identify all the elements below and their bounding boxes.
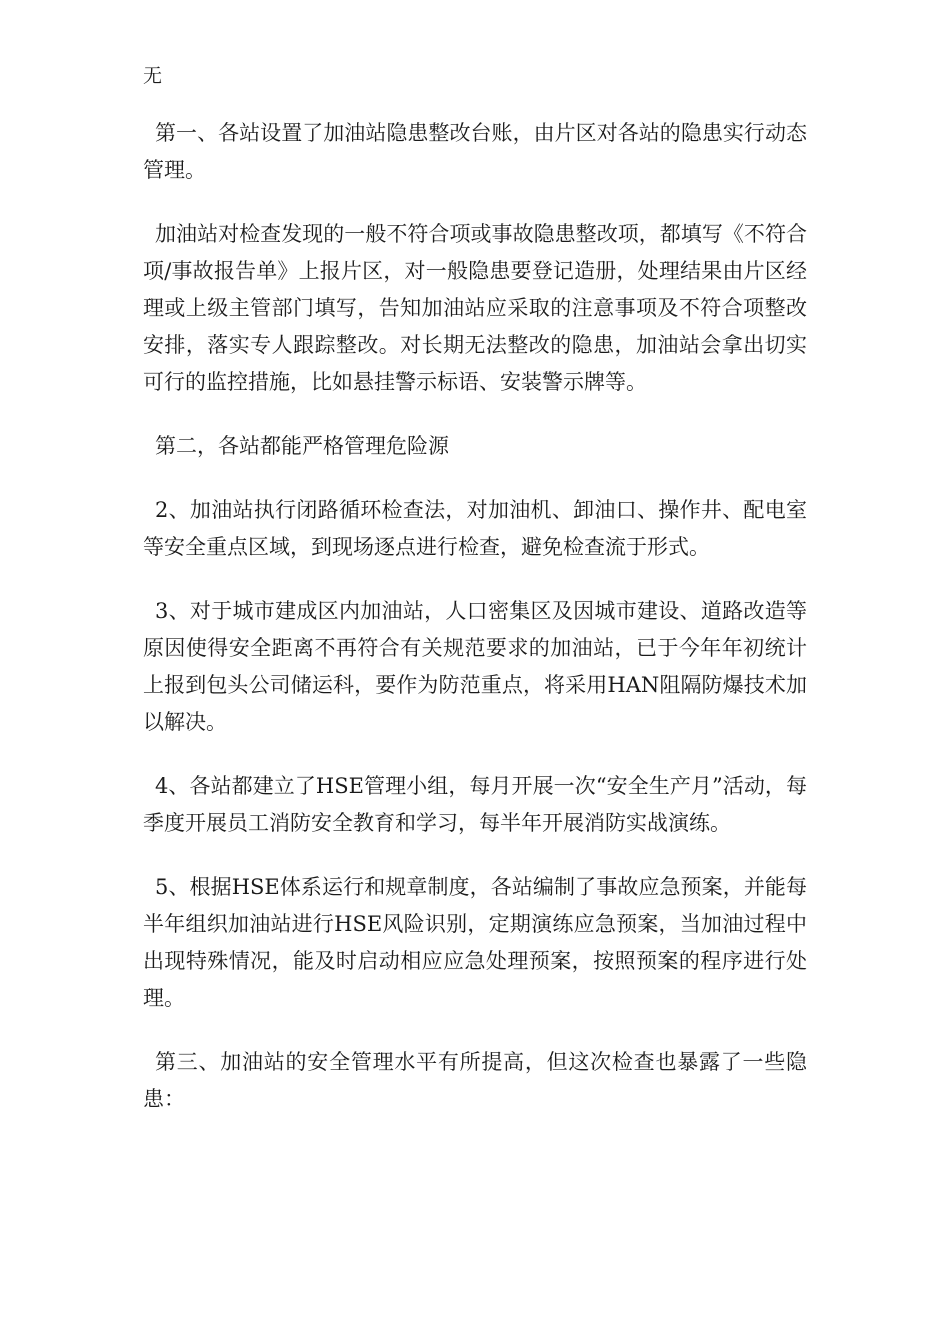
header-mark: 无 (143, 65, 163, 87)
paragraph-6: 4、各站都建立了HSE管理小组，每月开展一次“安全生产月”活动，每季度开展员工消防安全教育和学习，每半年开展消防实战演练。 (143, 774, 807, 835)
paragraph-4: 2、加油站执行闭路循环检查法，对加油机、卸油口、操作井、配电室等安全重点区域，到现场逐点进行检查，避免检查流于形式。 (143, 498, 807, 559)
paragraph-5: 3、对于城市建成区内加油站，人口密集区及因城市建设、道路改造等原因使得安全距离不再符合有关规范要求的加油站，已于今年年初统计上报到包头公司储运科，要作为防范重点，将采用HAN阻隔防爆技术加以解决。 (143, 599, 807, 734)
paragraph-8: 第三、加油站的安全管理水平有所提高，但这次检查也暴露了一些隐患： (143, 1050, 807, 1111)
document-body (143, 58, 807, 1145)
paragraph-1: 第一、各站设置了加油站隐患整改台账，由片区对各站的隐患实行动态管理。 (143, 121, 807, 182)
paragraph-7: 5、根据HSE体系运行和规章制度，各站编制了事故应急预案，并能每半年组织加油站进行HSE风险识别，定期演练应急预案，当加油过程中出现特殊情况，能及时启动相应应急处理预案，按照预案的程序进行处理。 (143, 875, 807, 1010)
paragraph-3: 第二，各站都能严格管理危险源 (155, 434, 449, 458)
paragraph-2: 加油站对检查发现的一般不符合项或事故隐患整改项，都填写《不符合项/事故报告单》上报片区，对一般隐患要登记造册，处理结果由片区经理或上级主管部门填写，告知加油站应采取的注意事项及不符合项整改安排，落实专人跟踪整改。对长期无法整改的隐患，加油站会拿出切实可行的监控措施，比如悬挂警示标语、安装警示牌等。 (143, 222, 807, 394)
